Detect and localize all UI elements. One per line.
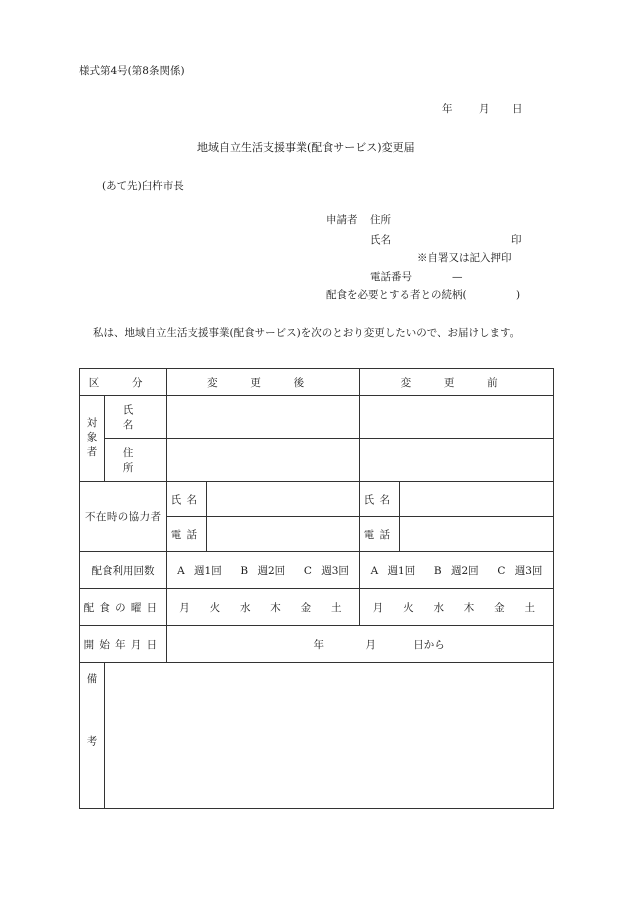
cooperator-phone-label-before: 電話 (360, 517, 400, 552)
subject-name-label: 氏 名 (105, 396, 167, 439)
delivery-count-before[interactable] (360, 552, 554, 589)
phone-label: 電話番号 (370, 271, 412, 283)
form-number: 様式第4号(第8条関係) (79, 65, 185, 77)
freq-c-after[interactable]: C 週3回 (303, 564, 349, 577)
change-form-table (79, 368, 554, 809)
freq-a-after[interactable]: A 週1回 (177, 564, 222, 577)
cooperator-phone-label-after: 電話 (167, 517, 207, 552)
weekdays-after[interactable]: 月 火 水 木 金 土 (167, 589, 360, 626)
remarks-label: 備考 (85, 673, 98, 798)
delivery-count-label: 配食利用回数 (80, 552, 167, 589)
subject-address-label: 住 所 (105, 439, 167, 482)
date-day-label: 日 (512, 103, 523, 115)
remarks-field[interactable] (105, 663, 554, 809)
cooperator-name-label-after: 氏名 (167, 482, 207, 517)
applicant-label: 申請者 (326, 214, 358, 226)
date-month-label: 月 (479, 103, 490, 115)
signature-note: ※自署又は記入押印 (417, 252, 512, 264)
phone-dash: — (452, 271, 463, 283)
weekdays-before[interactable]: 月 火 水 木 金 土 (360, 589, 554, 626)
cooperator-name-before-field[interactable] (400, 482, 554, 517)
date-year-label: 年 (442, 103, 453, 115)
header-after: 変 更 後 (167, 369, 360, 396)
cooperator-name-label-before: 氏名 (360, 482, 400, 517)
relation-label: 配食を必要とする者との続柄( (326, 289, 467, 301)
delivery-days-label: 配食の曜日 (80, 589, 167, 626)
document-title: 地域自立生活支援事業(配食サービス)変更届 (197, 141, 415, 154)
remarks-label-cell (80, 663, 105, 809)
absent-cooperator-cell (80, 482, 167, 552)
name-label: 氏名 (370, 234, 391, 246)
absent-cooperator-label: 不在時の協力者 (85, 510, 161, 523)
header-before: 変 更 前 (360, 369, 554, 396)
subject-address-after-field[interactable] (167, 439, 360, 482)
start-day-from-label: 日から (413, 638, 445, 651)
start-date-label: 開始年月日 (80, 626, 167, 663)
seal-mark: 印 (511, 234, 522, 246)
freq-b-after[interactable]: B 週2回 (240, 564, 286, 577)
subject-address-before-field[interactable] (360, 439, 554, 482)
subject-name-after-field[interactable] (167, 396, 360, 439)
cooperator-name-after-field[interactable] (207, 482, 360, 517)
header-category: 区 分 (80, 369, 167, 396)
start-date-field[interactable] (167, 626, 554, 663)
subject-label: 対象者 (85, 416, 98, 461)
cooperator-phone-after-field[interactable] (207, 517, 360, 552)
address-label: 住所 (370, 214, 391, 226)
freq-c-before[interactable]: C 週3回 (497, 564, 543, 577)
subject-label-cell (80, 396, 105, 482)
delivery-count-after[interactable] (167, 552, 360, 589)
cooperator-phone-before-field[interactable] (400, 517, 554, 552)
start-month-label: 月 (365, 638, 376, 651)
relation-close: ) (516, 289, 521, 301)
addressee: (あて先)臼杵市長 (102, 180, 184, 192)
freq-a-before[interactable]: A 週1回 (370, 564, 416, 577)
subject-name-before-field[interactable] (360, 396, 554, 439)
body-text: 私は、地域自立生活支援事業(配食サービス)を次のとおり変更したいので、お届けします。 (93, 327, 521, 339)
freq-b-before[interactable]: B 週2回 (433, 564, 479, 577)
start-year-label: 年 (313, 638, 325, 651)
